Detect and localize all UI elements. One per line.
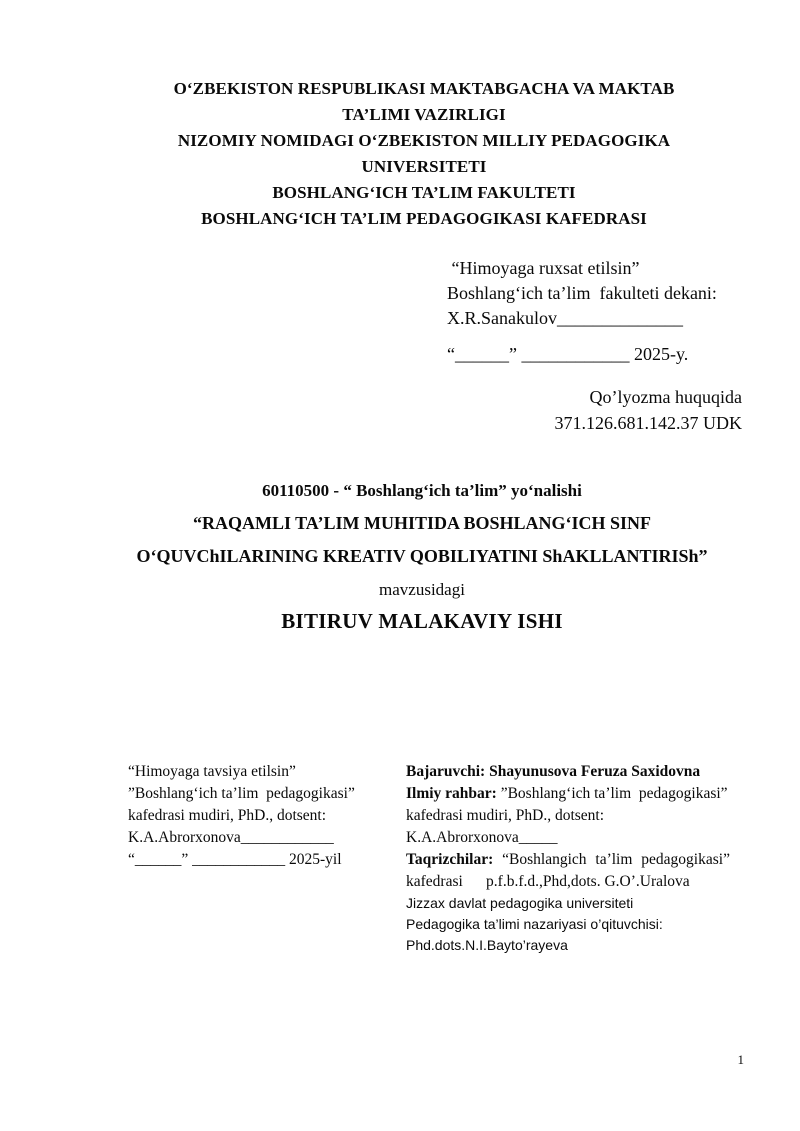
approval-dean-name-signature: X.R.Sanakulov______________ (447, 308, 683, 328)
reviewer-2-university: Jizzax davlat pedagogika universiteti (406, 895, 634, 911)
page-number: 1 (737, 1052, 744, 1067)
recommendation-department: ”Boshlangʻich ta’lim pedagogikasi” (128, 785, 355, 802)
executor-label: Bajaruvchi: (406, 763, 486, 780)
execution-block (406, 761, 751, 956)
thesis-topic-line-1: “RAQAMLI TA’LIM MUHITIDA BOSHLANGʻICH SINF (192, 513, 652, 533)
approval-quote: “Himoyaga ruxsat etilsin” (447, 258, 640, 278)
supervisor-title-line: kafedrasi mudiri, PhD., dotsent: (406, 807, 605, 824)
recommendation-head-name-signature: K.A.Abrorxonova____________ (128, 829, 334, 846)
header-line-faculty: BOSHLANGʻICH TA’LIM FAKULTETI (272, 183, 576, 202)
reviewers-label: Taqrizchilar: (406, 851, 494, 868)
executor-line (406, 761, 751, 783)
supervisor-label: Ilmiy rahbar: (406, 785, 497, 802)
reviewer-2-name: Phd.dots.N.I.Bayto’rayeva (406, 937, 568, 953)
header-line-ministry-2: TA’LIMI VAZIRLIGI (342, 105, 506, 124)
approval-block (447, 256, 717, 367)
supervisor-line (406, 783, 751, 805)
recommendation-block (128, 761, 408, 871)
approval-date-line: “______” ____________ 2025-y. (447, 344, 689, 364)
udk-block (555, 384, 743, 436)
reviewers-line (406, 849, 751, 871)
reviewer-2-position: Pedagogika ta’limi nazariyasi o’qituvchisi: (406, 916, 663, 932)
title-block (80, 474, 764, 636)
reviewer-1-line: kafedrasi p.f.b.f.d.,Phd,dots. G.O’.Uralova (406, 873, 690, 890)
reviewers-department: “Boshlangich ta’lim pedagogikasi” (493, 851, 730, 868)
program-code-line: 60110500 - “ Boshlangʻich ta’lim” yoʻnalishi (262, 481, 582, 500)
supervisor-name-signature: K.A.Abrorxonova_____ (406, 829, 558, 846)
approval-dean-title: Boshlangʻich ta’lim fakulteti dekani: (447, 283, 717, 303)
document-header (90, 76, 758, 232)
recommendation-quote: “Himoyaga tavsiya etilsin” (128, 763, 296, 780)
recommendation-head-title: kafedrasi mudiri, PhD., dotsent: (128, 807, 327, 824)
header-line-ministry-1: OʻZBEKISTON RESPUBLIKASI MAKTABGACHA VA MAKTAB (173, 79, 675, 98)
executor-name: Shayunusova Feruza Saxidovna (485, 763, 701, 780)
recommendation-date-line: “______” ____________ 2025-yil (128, 851, 342, 868)
header-line-university-1: NIZOMIY NOMIDAGI OʻZBEKISTON MILLIY PEDAGOGIKA (177, 131, 671, 150)
udk-number: 371.126.681.142.37 UDK (554, 413, 742, 433)
supervisor-department: ”Boshlangʻich ta’lim pedagogikasi” (496, 785, 728, 802)
manuscript-note: Qo’lyozma huquqida (589, 387, 742, 407)
work-type-title: BITIRUV MALAKAVIY ISHI (281, 609, 563, 633)
header-line-university-2: UNIVERSITETI (361, 157, 487, 176)
thesis-subtitle: mavzusidagi (379, 580, 465, 599)
header-line-department: BOSHLANGʻICH TA’LIM PEDAGOGIKASI KAFEDRASI (201, 209, 647, 228)
thesis-topic-line-2: OʻQUVChILARINING KREATIV QOBILIYATINI ShAKLLANTIRISh” (136, 546, 708, 566)
